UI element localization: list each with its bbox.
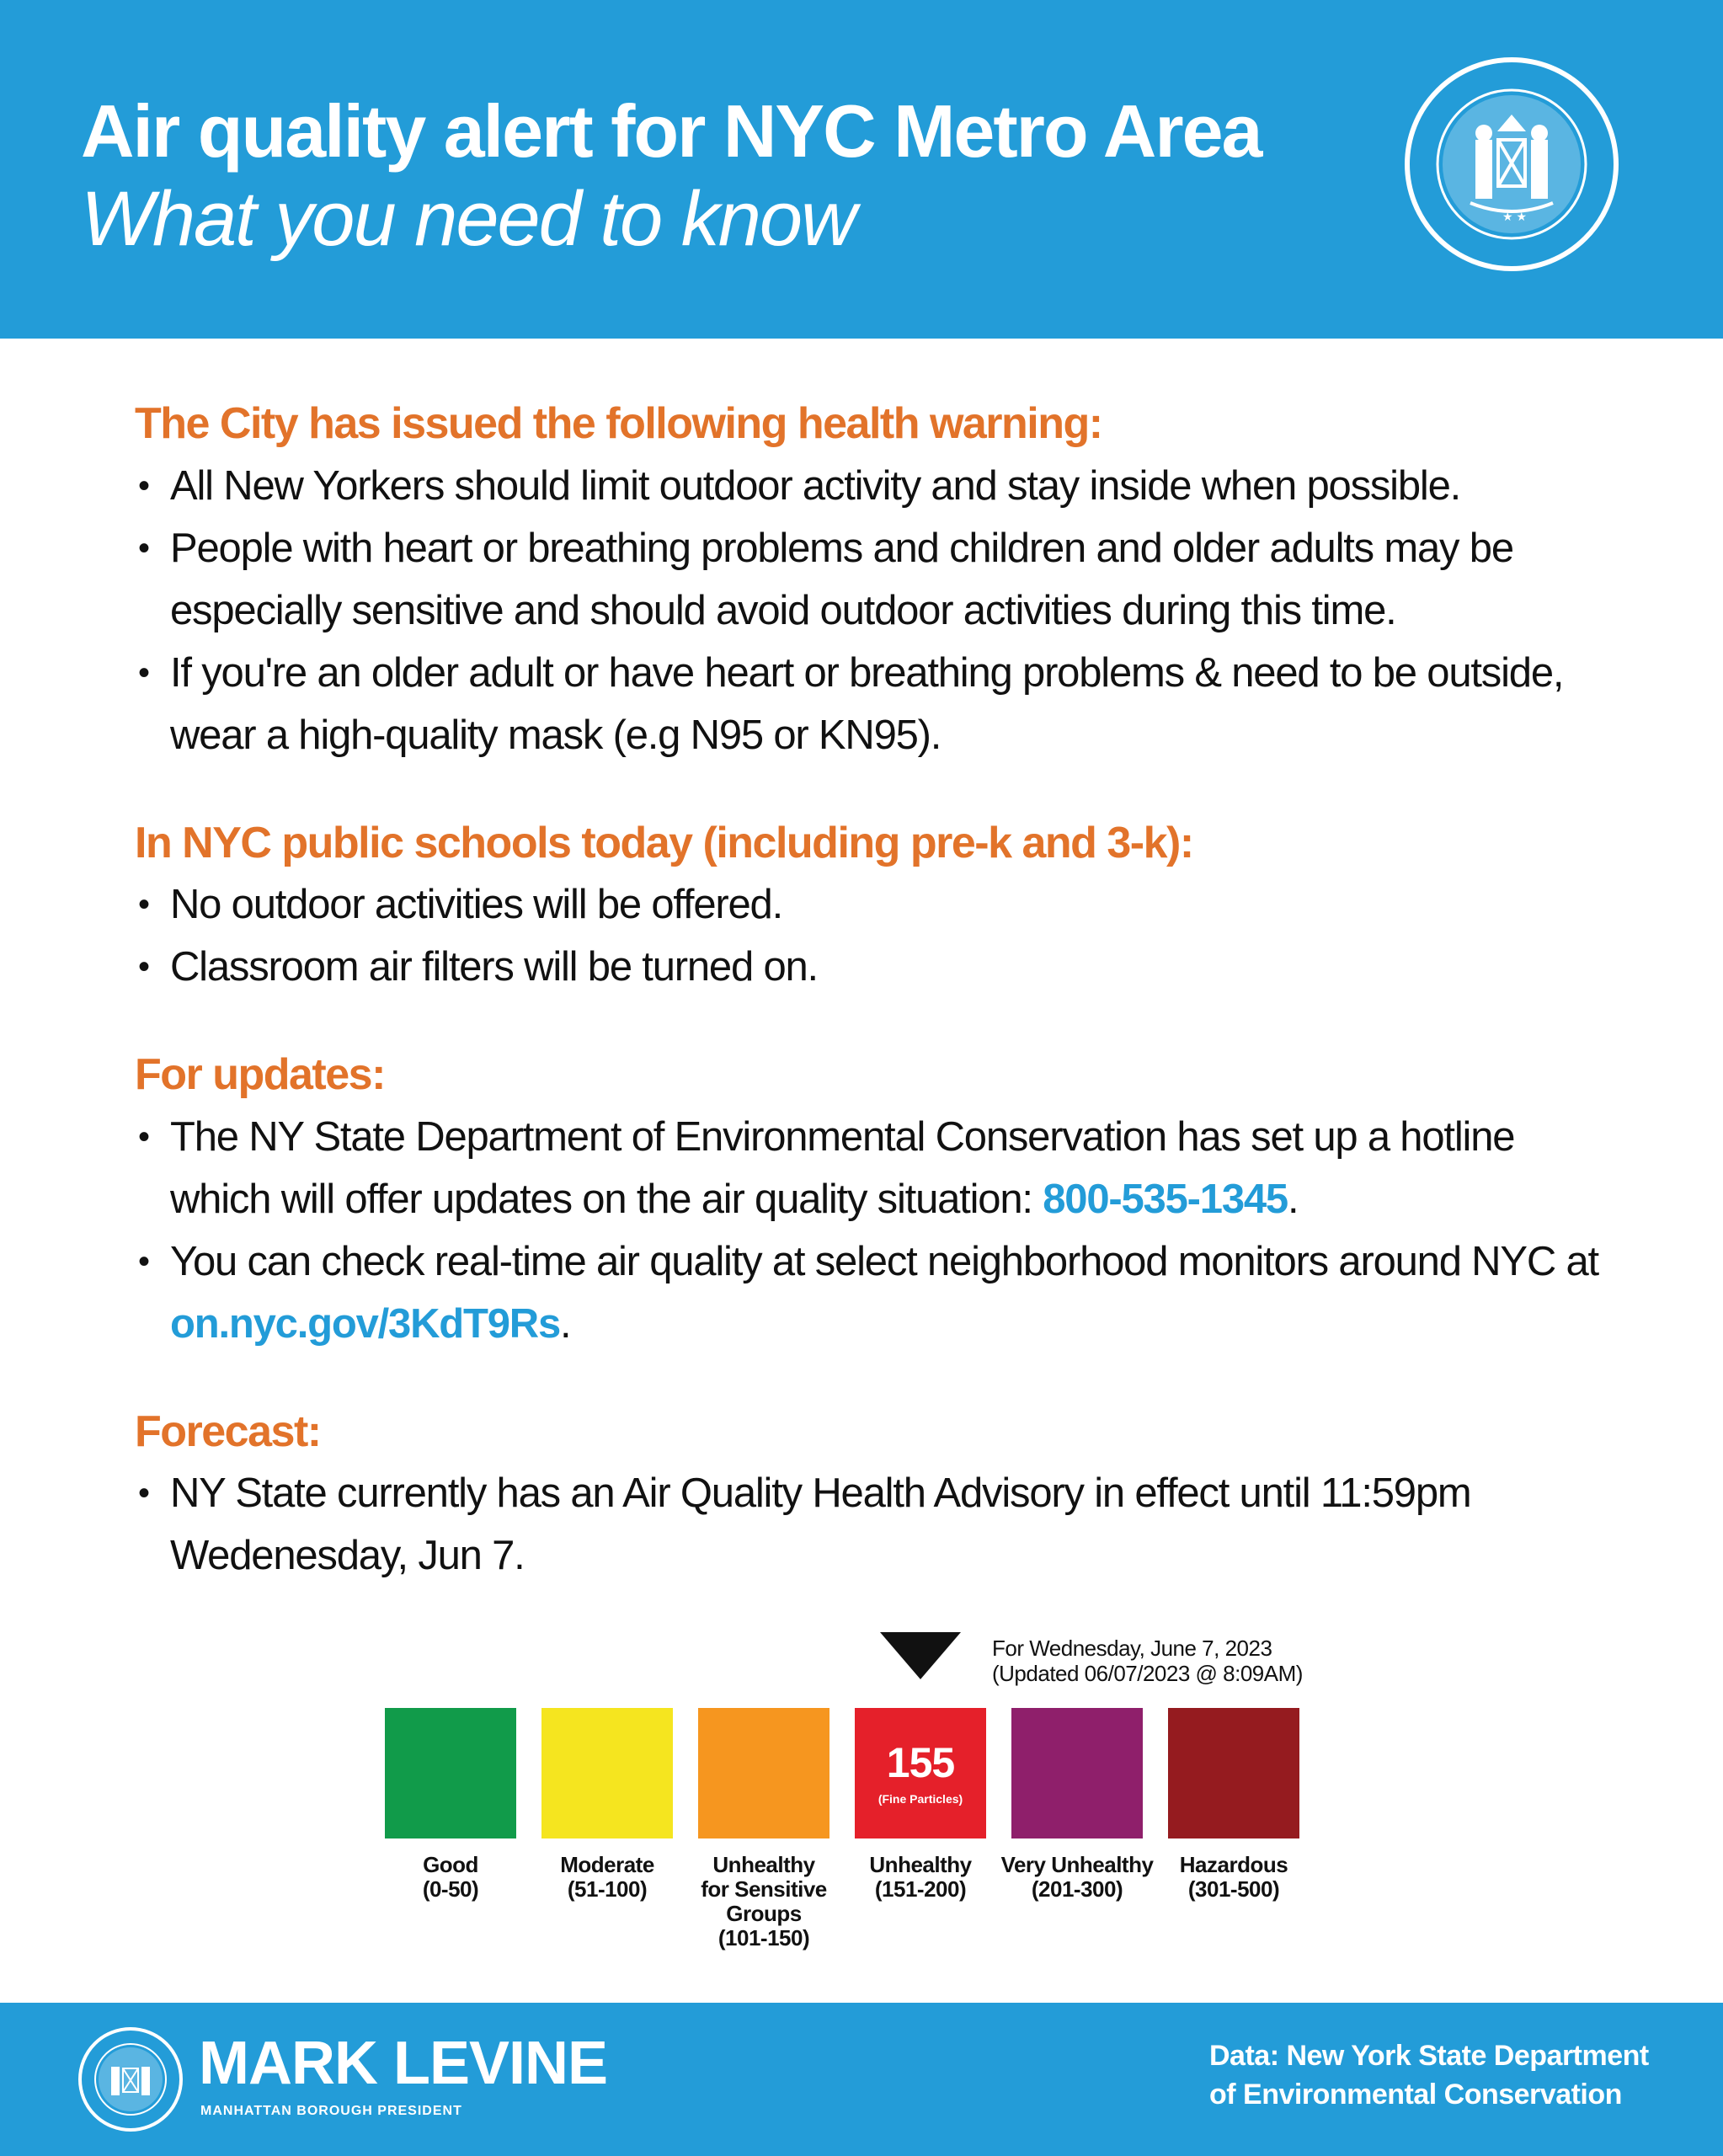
president-name: MARK LEVINE (199, 2030, 608, 2097)
period: . (1287, 1176, 1299, 1222)
aqi-box-unhealthy (855, 1708, 986, 1838)
aqi-forecast-note (992, 1636, 1303, 1686)
list-item: • Classroom air filters will be turned on. (135, 936, 1617, 998)
data-source (1209, 2036, 1649, 2114)
list-item: • People with heart or breathing problems and children and older adults may be especially sensitive and should avoid outdoor activities during this time. (135, 517, 1617, 642)
aqi-note-date: For Wednesday, June 7, 2023 (992, 1636, 1272, 1661)
list-item (135, 1230, 1617, 1355)
aqi-label (836, 1853, 1005, 1902)
aqi-label (366, 1853, 535, 1902)
footer-banner (0, 2003, 1723, 2156)
aqi-current-value: 155 (886, 1739, 955, 1786)
health-warning-heading: The City has issued the following health warning: (135, 399, 1102, 448)
aqi-category-name: Unhealthy (869, 1852, 972, 1877)
aqi-label (993, 1853, 1161, 1902)
aqi-label (523, 1853, 691, 1902)
aqi-box-moderate (541, 1708, 673, 1838)
aqi-category-name: Hazardous (1179, 1852, 1288, 1877)
svg-text:★ ★: ★ ★ (1502, 210, 1527, 223)
updates-heading: For updates: (135, 1050, 385, 1100)
monitor-text: You can check real-time air quality at select neighborhood monitors around NYC at (170, 1238, 1598, 1284)
aqi-current-pollutant: (Fine Particles) (878, 1792, 963, 1806)
monitor-link[interactable]: on.nyc.gov/3KdT9Rs (170, 1300, 561, 1347)
health-warning-list (135, 455, 1617, 766)
forecast-list (135, 1462, 1617, 1587)
aqi-box-very-unhealthy (1011, 1708, 1143, 1838)
aqi-box-hazardous (1168, 1708, 1299, 1838)
hotline-number-link[interactable]: 800-535-1345 (1043, 1176, 1288, 1222)
aqi-category-range: (301-500) (1187, 1876, 1280, 1902)
updates-section (135, 1047, 1617, 1355)
aqi-pointer-icon (880, 1632, 961, 1679)
aqi-box-good (385, 1708, 516, 1838)
aqi-category-range: (0-50) (422, 1876, 479, 1902)
schools-list (135, 873, 1617, 998)
schools-section (135, 815, 1617, 999)
header-banner (0, 0, 1723, 339)
main-content (135, 396, 1617, 1636)
page-title: Air quality alert for NYC Metro Area (81, 89, 1262, 173)
data-source-line2: of Environmental Conservation (1209, 2079, 1622, 2111)
aqi-category-name: Good (423, 1852, 478, 1877)
forecast-section (135, 1404, 1617, 1588)
borough-seal-small-icon (77, 2026, 184, 2132)
aqi-label (680, 1853, 848, 1951)
president-role: MANHATTAN BOROUGH PRESIDENT (200, 2104, 462, 2118)
data-source-line1: Data: New York State Department (1209, 2040, 1649, 2072)
aqi-category-name: Moderate (560, 1852, 654, 1877)
schools-heading: In NYC public schools today (including pre-k and 3-k): (135, 818, 1193, 867)
page-subtitle: What you need to know (81, 176, 856, 262)
list-item: • If you're an older adult or have heart or breathing problems & need to be outside, wear a high-quality mask (e.g N95 or KN95). (135, 642, 1617, 766)
borough-seal-icon (1403, 56, 1620, 273)
aqi-category-name: Unhealthy for Sensitive Groups (701, 1852, 827, 1926)
aqi-box-unhealthy-for-sensitive-groups (698, 1708, 829, 1838)
health-warning-section (135, 396, 1617, 766)
list-item: • NY State currently has an Air Quality Health Advisory in effect until 11:59pm Wedenesday, Jun 7. (135, 1462, 1617, 1587)
list-item (135, 1106, 1617, 1230)
aqi-scale (0, 1625, 1723, 1979)
aqi-category-range: (201-300) (1031, 1876, 1123, 1902)
forecast-heading: Forecast: (135, 1406, 321, 1456)
hotline-text: The NY State Department of Environmental Conservation has set up a hotline which will offer updates on the air quality situation: (170, 1113, 1515, 1222)
period: . (560, 1300, 571, 1347)
aqi-note-updated: (Updated 06/07/2023 @ 8:09AM) (992, 1661, 1303, 1686)
aqi-category-name: Very Unhealthy (1000, 1852, 1154, 1877)
aqi-category-range: (51-100) (567, 1876, 648, 1902)
aqi-category-range: (151-200) (874, 1876, 967, 1902)
aqi-label (1150, 1853, 1318, 1902)
updates-list (135, 1106, 1617, 1355)
list-item: • All New Yorkers should limit outdoor activity and stay inside when possible. (135, 455, 1617, 517)
list-item: • No outdoor activities will be offered. (135, 873, 1617, 936)
aqi-category-range: (101-150) (717, 1925, 810, 1951)
